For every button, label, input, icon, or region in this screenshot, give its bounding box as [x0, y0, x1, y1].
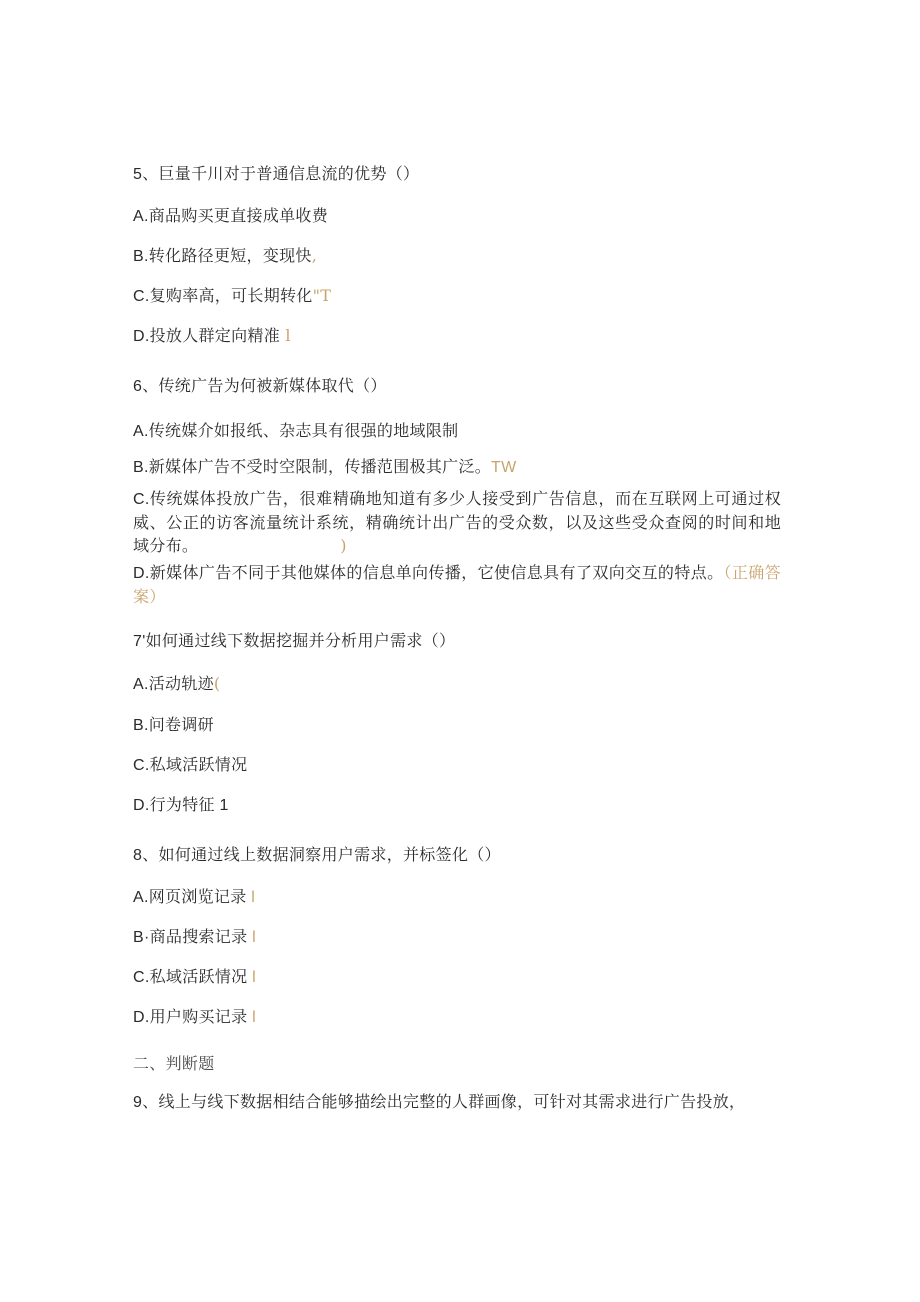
q7-option-c	[133, 754, 247, 777]
option-letter: A.	[133, 423, 149, 440]
option-letter: D.	[133, 328, 150, 345]
option-text: 行为特征	[149, 795, 215, 814]
option-letter: A.	[133, 676, 149, 693]
option-text: 私域活跃情况	[149, 755, 248, 774]
option-letter: C.	[133, 288, 150, 305]
option-letter: D.	[133, 565, 150, 582]
question-text: 、线上与线下数据相结合能够描绘出完整的人群画像，可针对其需求进行广告投放，	[142, 1092, 746, 1111]
answer-mark: l	[280, 326, 291, 345]
option-text: 转化路径更短，变现快	[148, 246, 312, 265]
answer-mark: 1	[214, 797, 229, 814]
option-letter: B.	[133, 248, 149, 265]
question-text: 、如何通过线上数据洞察用户需求，并标签化（）	[142, 845, 501, 864]
q5-option-d	[133, 325, 291, 348]
option-letter: C.	[133, 757, 150, 774]
answer-mark: （正确答案）	[133, 563, 781, 606]
option-text: 问卷调研	[148, 715, 214, 734]
option-text: 传统媒体投放广告，很难精确地知道有多少人接受到广告信息，而在互联网上可通过权威、公正的访客流量统计系统，精确统计出广告的受众数，以及这些受众查阅的时间和地域分布。	[133, 489, 781, 555]
answer-mark: l	[247, 1009, 257, 1026]
question-number: 8	[133, 847, 143, 864]
q5-option-b	[133, 245, 317, 268]
answer-mark: "T	[312, 286, 332, 305]
option-letter: C.	[133, 491, 150, 508]
q8-option-a	[133, 886, 255, 909]
option-text: 私域活跃情况	[149, 967, 248, 986]
question-number: 7'	[133, 633, 146, 650]
answer-mark: l	[247, 929, 257, 946]
question-text: 、传统广告为何被新媒体取代（）	[142, 376, 387, 395]
option-text: 网页浏览记录	[148, 887, 247, 906]
q6-option-b	[133, 456, 517, 479]
q7-option-a	[133, 673, 220, 696]
option-text: 用户购买记录	[149, 1007, 248, 1026]
q5-option-c	[133, 285, 331, 308]
option-letter: B.	[133, 717, 149, 734]
question-7-title	[133, 630, 455, 653]
option-text: 商品购买更直接成单收费	[148, 206, 329, 225]
option-letter: A.	[133, 889, 149, 906]
option-text: 新媒体广告不同于其他媒体的信息单向传播，它使信息具有了双向交互的特点。	[149, 563, 724, 582]
option-letter: B.	[133, 459, 149, 476]
answer-mark: (	[213, 674, 221, 693]
option-text: 传统媒介如报纸、杂志具有很强的地域限制	[148, 421, 459, 440]
option-text: 活动轨迹	[148, 674, 214, 693]
option-text: 复购率高，可长期转化	[149, 286, 313, 305]
answer-mark: TW	[491, 459, 517, 476]
q7-option-d	[133, 794, 229, 817]
option-letter: D.	[133, 797, 150, 814]
q8-option-d	[133, 1006, 256, 1029]
option-text: 商品搜索记录	[149, 927, 248, 946]
option-letter: B·	[133, 929, 150, 946]
q6-option-d	[133, 561, 781, 608]
question-5-title	[133, 163, 419, 186]
section-heading: 二、判断题	[133, 1054, 215, 1073]
q6-option-c	[133, 487, 781, 557]
question-8-title	[133, 844, 501, 867]
question-number: 5	[133, 166, 143, 183]
option-text: 投放人群定向精准	[149, 326, 281, 345]
q8-option-b	[133, 926, 256, 949]
question-number: 6	[133, 378, 143, 395]
answer-mark: ,	[311, 246, 318, 265]
option-letter: D.	[133, 1009, 150, 1026]
answer-mark: )	[340, 536, 347, 555]
question-text: 如何通过线下数据挖掘并分析用户需求（）	[145, 631, 456, 650]
question-6-title	[133, 375, 387, 398]
question-text: 、巨量千川对于普通信息流的优势（）	[142, 164, 420, 183]
q7-option-b	[133, 714, 214, 737]
answer-mark: l	[247, 969, 257, 986]
q5-option-a	[133, 205, 328, 228]
q6-option-a	[133, 420, 458, 443]
q8-option-c	[133, 966, 256, 989]
question-9-title	[133, 1091, 745, 1114]
option-letter: A.	[133, 208, 149, 225]
question-number: 9	[133, 1094, 143, 1111]
option-text: 新媒体广告不受时空限制，传播范围极其广泛。	[148, 457, 492, 476]
option-letter: C.	[133, 969, 150, 986]
answer-mark: l	[246, 889, 256, 906]
